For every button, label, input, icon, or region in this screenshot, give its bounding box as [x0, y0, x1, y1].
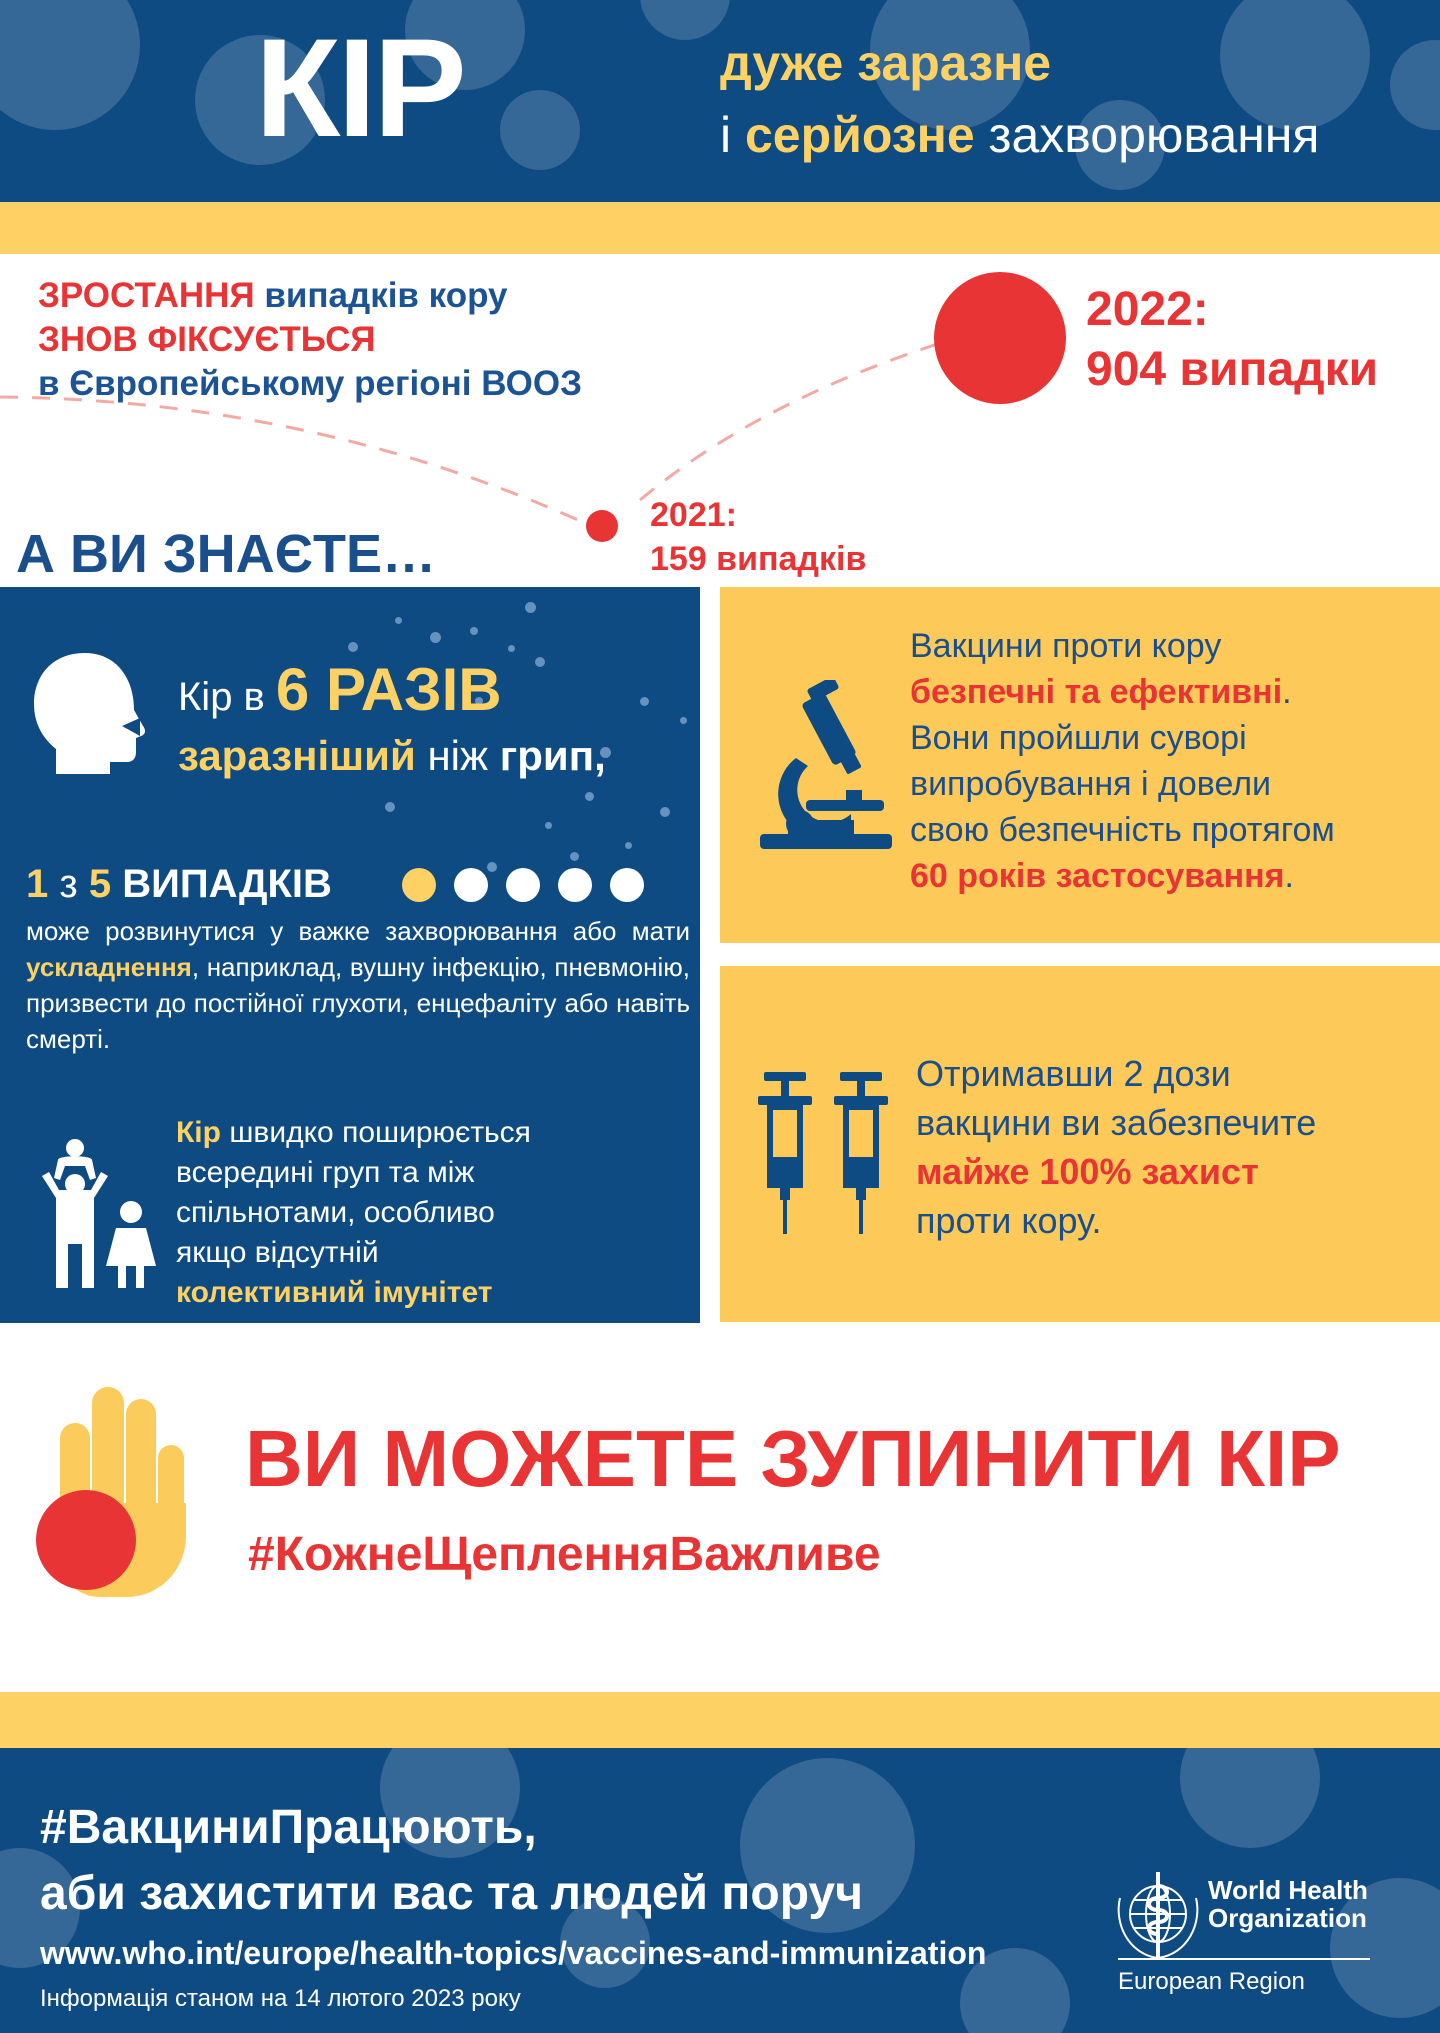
who-name-line-2: Organization: [1208, 1903, 1367, 1933]
case-dot: [610, 868, 644, 902]
head-cough-icon: [30, 648, 150, 778]
growth-line-1: [38, 274, 582, 318]
growth-cases: випадків кору: [254, 276, 508, 315]
doses-line-2: вакцини ви забезпечите: [916, 1102, 1317, 1143]
cases-of: з: [48, 862, 89, 906]
who-name-line-1: World Health: [1208, 1875, 1368, 1905]
who-name: [1208, 1876, 1368, 1932]
cases-2021: [650, 493, 866, 581]
footer-url[interactable]: www.who.int/europe/health-topics/vaccines-and-immunization: [40, 1935, 987, 1971]
complications-paragraph: [26, 913, 690, 1057]
who-emblem-icon: [1110, 1868, 1206, 1964]
spread-line-4: якщо відсутній: [176, 1236, 379, 1269]
spread-fast: швидко поширюється: [220, 1116, 531, 1149]
vaccine-line-2-end: .: [1282, 673, 1292, 711]
footer-yellow-stripe: [0, 1692, 1440, 1748]
spread-statement: [176, 1113, 531, 1313]
growth-line-2: ЗНОВ ФІКСУЄТЬСЯ: [38, 320, 376, 359]
cases-2022: [1086, 280, 1378, 400]
footer-slogan: [40, 1795, 863, 1927]
cases-five: 5: [88, 862, 112, 906]
vaccine-line-2: [910, 669, 1335, 715]
every-vaccination-hashtag: #КожнеЩепленняВажливе: [248, 1528, 881, 1581]
vaccine-line-1: Вакцини проти кору: [910, 627, 1222, 665]
cases-2021-marker: [586, 510, 618, 542]
vaccine-line-6-end: .: [1284, 857, 1294, 895]
spread-measles: Кір: [176, 1116, 221, 1149]
page-title: КІР: [255, 9, 464, 166]
growth-line-3: в Європейському регіоні ВООЗ: [38, 364, 583, 403]
stop-hand-icon: [30, 1385, 205, 1600]
one-in-five-heading: [26, 862, 332, 907]
subtitle-line-2: [720, 107, 1320, 163]
cases-2021-year: 2021:: [650, 496, 737, 534]
cases-2021-value: 159 випадків: [650, 540, 867, 578]
syringe-1: [758, 1072, 812, 1234]
footer-date-note: Інформація станом на 14 лютого 2023 року: [40, 1985, 521, 2012]
vaccine-safe-effective: безпечні та ефективні: [910, 673, 1283, 711]
contagion-measles-in: Кір в: [178, 675, 276, 719]
cases-one: 1: [26, 862, 49, 906]
cases-2022-value: 904 випадки: [1086, 343, 1379, 396]
vaccine-60-years: 60 років застосування: [910, 857, 1285, 895]
spread-herd-immunity: колективний імунітет: [176, 1276, 493, 1309]
growth-statement: [38, 274, 582, 406]
vaccine-line-4: випробування і довели: [910, 765, 1272, 803]
spread-line-2: всередині груп та між: [176, 1156, 475, 1189]
who-region: European Region: [1118, 1968, 1305, 1995]
cases-2022-marker: [934, 272, 1066, 404]
family-icon: [38, 1138, 160, 1290]
subtitle-disease: захворювання: [974, 107, 1320, 163]
contagion-claim: [178, 656, 606, 780]
complications-text-c: , наприклад, вушну інфекцію, пневмонію, призвести до постійної глухоти, енцефаліту або навіть смерті.: [26, 952, 690, 1054]
doses-line-1: Отримавши 2 дози: [916, 1053, 1231, 1094]
spread-line-3: спільнотами, особливо: [176, 1196, 495, 1229]
case-dot: [454, 868, 488, 902]
syringes-icon: [756, 1070, 906, 1236]
complications-text-a: може розвинутися у важке захворювання або мати: [26, 916, 690, 946]
vaccine-line-5: свою безпечність протягом: [910, 811, 1335, 849]
contagion-six-times: 6 РАЗІВ: [275, 656, 502, 723]
doses-line-4: проти кору.: [916, 1200, 1102, 1241]
cases-2022-year: 2022:: [1086, 283, 1209, 336]
header-yellow-stripe: [0, 202, 1440, 254]
spread-line-1: [176, 1113, 531, 1153]
subtitle-serious: серйозне: [745, 107, 975, 163]
header-banner: [0, 0, 1440, 202]
vaccine-safety-text: [910, 623, 1335, 899]
footer-tagline: аби захистити вас та людей поруч: [40, 1867, 863, 1920]
vaccine-line-6: [910, 853, 1335, 899]
case-dot-highlighted: [402, 868, 436, 902]
syringe-2: [834, 1072, 888, 1234]
growth-rising: ЗРОСТАННЯ: [38, 276, 255, 315]
did-you-know-heading: А ВИ ЗНАЄТЕ…: [16, 524, 437, 584]
subtitle-and: і: [720, 107, 745, 163]
contagion-than: ніж: [415, 732, 500, 779]
vaccine-line-3: Вони пройшли суворі: [910, 719, 1247, 757]
microscope-icon: [756, 680, 896, 855]
stop-measles-heading: ВИ МОЖЕТЕ ЗУПИНИТИ КІР: [245, 1414, 1341, 1503]
who-divider: [1118, 1958, 1370, 1960]
contagion-more-contagious: заразніший: [178, 732, 416, 779]
subtitle-line-1: [720, 35, 1052, 91]
cases-label: ВИПАДКІВ: [111, 862, 332, 906]
two-doses-text: [916, 1049, 1316, 1245]
subtitle-highly-contagious: дуже заразне: [720, 35, 1052, 91]
doses-line-3: майже 100% захист: [916, 1151, 1259, 1192]
case-dot: [558, 868, 592, 902]
complications-highlight: ускладнення: [26, 952, 192, 982]
contagion-flu: грип,: [499, 732, 606, 779]
case-dot: [506, 868, 540, 902]
footer-hashtag: #ВакциниПрацюють,: [40, 1801, 537, 1854]
one-in-five-dots: [402, 868, 662, 904]
